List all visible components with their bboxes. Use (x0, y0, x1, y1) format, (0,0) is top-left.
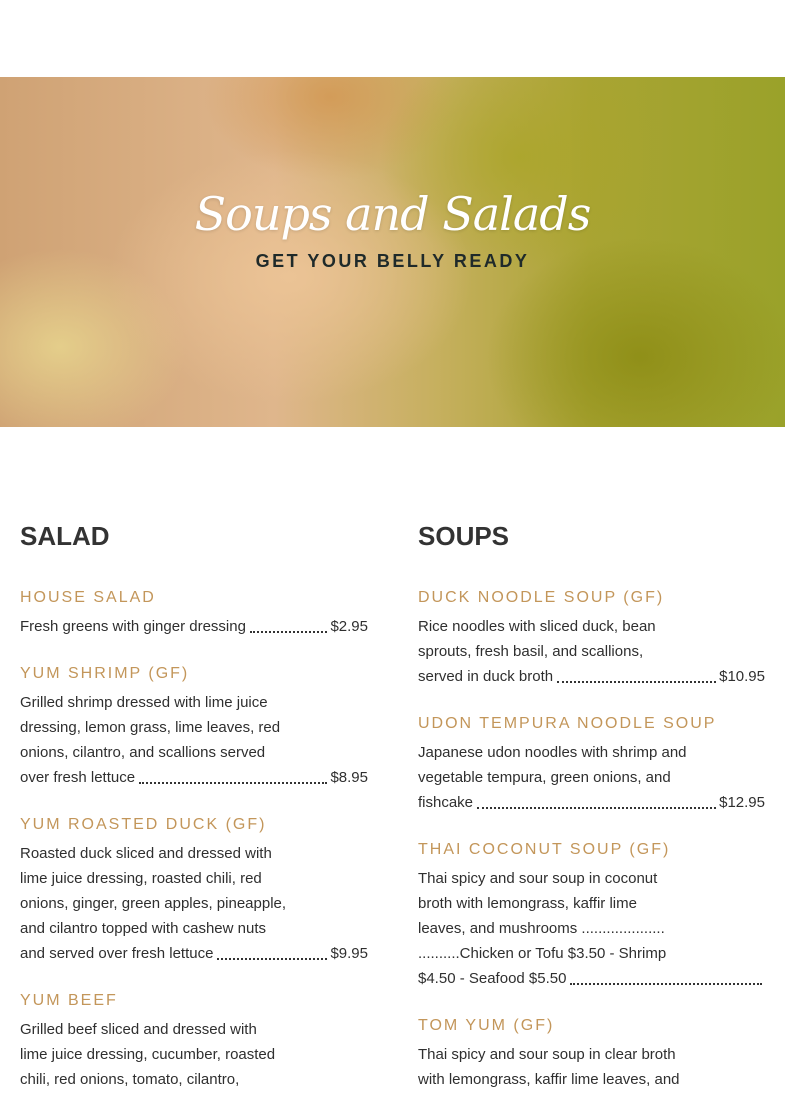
description-line: fishcake (418, 794, 474, 811)
description-line: served in duck broth (418, 668, 554, 685)
menu-item (20, 588, 368, 639)
menu-item-price: $8.95 (330, 769, 368, 786)
menu-item-name: UDON TEMPURA NOODLE SOUP (418, 715, 717, 732)
dot-leader (570, 982, 762, 985)
description-line: with lemongrass, kaffir lime leaves, and (418, 1071, 680, 1088)
menu-item-name: YUM ROASTED DUCK (GF) (20, 816, 267, 833)
menu-item-price: $9.95 (330, 945, 368, 962)
menu-item-name: THAI COCONUT SOUP (GF) (418, 841, 671, 858)
dot-leader (557, 680, 716, 683)
description-line: sprouts, fresh basil, and scallions, (418, 643, 644, 660)
menu-item-description (418, 614, 765, 689)
description-line: Thai spicy and sour soup in clear broth (418, 1046, 676, 1063)
soup-items (418, 588, 765, 1092)
price-row (418, 966, 765, 991)
salad-column (20, 520, 368, 1117)
menu-item-description (20, 1017, 368, 1092)
salad-heading: SALAD (20, 521, 110, 551)
menu-item-description (418, 1042, 765, 1092)
description-line: lime juice dressing, cucumber, roasted (20, 1046, 276, 1063)
menu-item-description (20, 614, 368, 639)
menu-item (20, 664, 368, 790)
menu-item-name: YUM BEEF (20, 992, 118, 1009)
dot-leader (250, 630, 328, 633)
menu-item (418, 1016, 765, 1092)
description-line: Rice noodles with sliced duck, bean (418, 618, 656, 635)
description-line: and served over fresh lettuce (20, 945, 214, 962)
hero-banner (0, 77, 785, 427)
menu-item (418, 714, 765, 815)
menu-item-price: $10.95 (719, 668, 765, 685)
menu-item (418, 840, 765, 991)
description-line: leaves, and mushrooms .................... (418, 920, 665, 937)
price-row (20, 941, 368, 966)
description-line: Japanese udon noodles with shrimp and (418, 744, 687, 761)
dot-leader (217, 957, 327, 960)
description-line: Roasted duck sliced and dressed with (20, 845, 272, 862)
salad-items (20, 588, 368, 1092)
description-line: Thai spicy and sour soup in coconut (418, 870, 658, 887)
dot-leader (139, 781, 327, 784)
description-line: onions, cilantro, and scallions served (20, 744, 266, 761)
hero-title: Soups and Salads (194, 187, 591, 241)
menu-item-name: HOUSE SALAD (20, 589, 156, 606)
hero-subtitle: GET YOUR BELLY READY (255, 251, 530, 271)
price-row (20, 765, 368, 790)
price-row (20, 614, 368, 639)
description-line: Grilled shrimp dressed with lime juice (20, 694, 268, 711)
menu-item-description (20, 690, 368, 790)
menu-item-name: TOM YUM (GF) (418, 1017, 555, 1034)
price-row (418, 790, 765, 815)
menu-item-name: DUCK NOODLE SOUP (GF) (418, 589, 665, 606)
menu-item-description (418, 740, 765, 815)
top-bar (0, 0, 785, 77)
description-line: dressing, lemon grass, lime leaves, red (20, 719, 281, 736)
soups-heading: SOUPS (418, 521, 510, 551)
description-line: and cilantro topped with cashew nuts (20, 920, 266, 937)
soups-column (418, 520, 765, 1117)
menu-item-price: $2.95 (330, 618, 368, 635)
description-line: vegetable tempura, green onions, and (418, 769, 671, 786)
description-line: chili, red onions, tomato, cilantro, (20, 1071, 240, 1088)
menu-item (418, 588, 765, 689)
menu-item (20, 815, 368, 966)
description-line: broth with lemongrass, kaffir lime (418, 895, 637, 912)
description-line: Fresh greens with ginger dressing (20, 618, 246, 635)
description-line: onions, ginger, green apples, pineapple, (20, 895, 287, 912)
dot-leader (477, 806, 716, 809)
description-line: Grilled beef sliced and dressed with (20, 1021, 257, 1038)
menu-item-description (20, 841, 368, 966)
description-line: lime juice dressing, roasted chili, red (20, 870, 262, 887)
description-line: $4.50 - Seafood $5.50 (418, 970, 567, 987)
menu-item (20, 991, 368, 1092)
menu-item-price: $12.95 (719, 794, 765, 811)
description-line: ..........Chicken or Tofu $3.50 - Shrimp (418, 945, 667, 962)
price-row (418, 664, 765, 689)
menu-item-name: YUM SHRIMP (GF) (20, 665, 190, 682)
description-line: over fresh lettuce (20, 769, 136, 786)
menu-item-description (418, 866, 765, 991)
